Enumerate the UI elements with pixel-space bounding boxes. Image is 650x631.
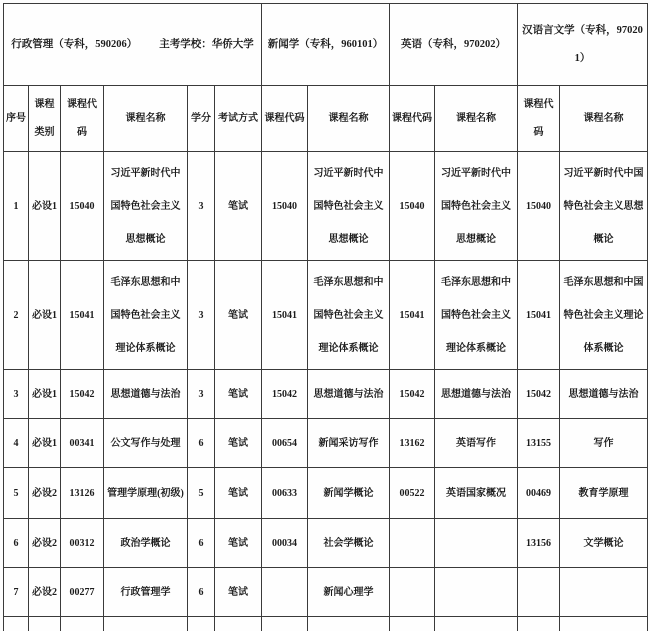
table-cell: 笔试 bbox=[215, 568, 262, 617]
table-cell: 15042 bbox=[518, 370, 560, 419]
table-cell: 写作 bbox=[560, 419, 648, 468]
table-cell: 社会学概论 bbox=[308, 519, 390, 568]
table-cell bbox=[61, 617, 104, 631]
table-cell: 毛泽东思想和中国特色社会主义理论体系概论 bbox=[104, 261, 188, 370]
table-cell: 15040 bbox=[518, 152, 560, 261]
table-row bbox=[4, 419, 648, 468]
column-header-credits: 学分 bbox=[188, 86, 215, 152]
table-cell: 15041 bbox=[390, 261, 435, 370]
table-cell: 必设1 bbox=[29, 370, 61, 419]
table-cell: 00633 bbox=[262, 468, 308, 519]
program-header-row bbox=[4, 4, 648, 86]
table-cell: 13155 bbox=[518, 419, 560, 468]
table-cell: 3 bbox=[4, 370, 29, 419]
table-cell: 15040 bbox=[390, 152, 435, 261]
table-cell: 新闻心理学 bbox=[308, 568, 390, 617]
program-header-chinese-literature bbox=[518, 4, 648, 86]
table-cell: 13162 bbox=[390, 419, 435, 468]
table-cell: 00469 bbox=[518, 468, 560, 519]
table-cell: 5 bbox=[188, 468, 215, 519]
table-cell: 笔试 bbox=[215, 370, 262, 419]
course-table-body bbox=[4, 152, 648, 631]
table-cell bbox=[390, 617, 435, 631]
table-cell bbox=[262, 617, 308, 631]
table-cell: 英语写作 bbox=[435, 419, 518, 468]
column-header-row bbox=[4, 86, 648, 152]
table-cell: 15041 bbox=[61, 261, 104, 370]
table-cell: 行政管理学 bbox=[104, 568, 188, 617]
table-cell bbox=[518, 617, 560, 631]
program-title: 行政管理（专科，590206） bbox=[11, 38, 138, 50]
table-cell: 笔试 bbox=[215, 419, 262, 468]
table-cell: 英语国家概况 bbox=[435, 468, 518, 519]
table-cell bbox=[518, 568, 560, 617]
table-cell: 思想道德与法治 bbox=[104, 370, 188, 419]
table-cell: 15041 bbox=[518, 261, 560, 370]
table-cell bbox=[435, 519, 518, 568]
program-header-admin-management bbox=[4, 4, 262, 86]
table-cell: 必设2 bbox=[29, 468, 61, 519]
table-cell bbox=[390, 568, 435, 617]
table-cell: 习近平新时代中国特色社会主义思想概论 bbox=[435, 152, 518, 261]
table-cell: 1 bbox=[4, 152, 29, 261]
column-header-code-4: 课程代码 bbox=[518, 86, 560, 152]
table-cell: 6 bbox=[188, 519, 215, 568]
table-cell: 教育学原理 bbox=[560, 468, 648, 519]
table-cell: 必设2 bbox=[29, 568, 61, 617]
table-cell: 思想道德与法治 bbox=[560, 370, 648, 419]
program-title: 英语（专科，970202） bbox=[401, 38, 506, 50]
table-cell: 13156 bbox=[518, 519, 560, 568]
table-cell: 6 bbox=[188, 419, 215, 468]
program-title: 汉语言文学（专科，970201） bbox=[522, 24, 643, 64]
table-cell: 笔试 bbox=[215, 261, 262, 370]
table-cell: 15042 bbox=[390, 370, 435, 419]
table-cell bbox=[435, 568, 518, 617]
table-cell: 管理学原理(初级) bbox=[104, 468, 188, 519]
table-cell bbox=[262, 568, 308, 617]
table-row bbox=[4, 152, 648, 261]
table-cell: 毛泽东思想和中国特色社会主义理论体系概论 bbox=[435, 261, 518, 370]
column-header-name-2: 课程名称 bbox=[308, 86, 390, 152]
table-cell: 毛泽东思想和中国特色社会主义理论体系概论 bbox=[308, 261, 390, 370]
table-cell: 13126 bbox=[61, 468, 104, 519]
course-plan-table bbox=[3, 3, 648, 631]
table-cell: 2 bbox=[4, 261, 29, 370]
table-row bbox=[4, 519, 648, 568]
table-cell bbox=[215, 617, 262, 631]
column-header-code-1: 课程代码 bbox=[61, 86, 104, 152]
table-cell: 新闻采访写作 bbox=[308, 419, 390, 468]
column-header-name-4: 课程名称 bbox=[560, 86, 648, 152]
program-header-english bbox=[390, 4, 518, 86]
table-cell bbox=[560, 617, 648, 631]
table-cell: 文学概论 bbox=[560, 519, 648, 568]
column-header-category: 课程类别 bbox=[29, 86, 61, 152]
table-cell: 00341 bbox=[61, 419, 104, 468]
table-cell: 习近平新时代中国特色社会主义思想概论 bbox=[308, 152, 390, 261]
table-cell: 笔试 bbox=[215, 152, 262, 261]
table-cell: 3 bbox=[188, 152, 215, 261]
table-cell: 思想道德与法治 bbox=[435, 370, 518, 419]
table-cell: 00312 bbox=[61, 519, 104, 568]
table-cell: 3 bbox=[188, 370, 215, 419]
table-cell: 必设1 bbox=[29, 261, 61, 370]
column-header-code-2: 课程代码 bbox=[262, 86, 308, 152]
column-header-name-3: 课程名称 bbox=[435, 86, 518, 152]
table-cell: 5 bbox=[4, 468, 29, 519]
table-cell: 习近平新时代中国特色社会主义思想概论 bbox=[104, 152, 188, 261]
table-cell bbox=[188, 617, 215, 631]
table-cell: 00277 bbox=[61, 568, 104, 617]
table-cell: 3 bbox=[188, 261, 215, 370]
table-cell: 7 bbox=[4, 568, 29, 617]
column-header-code-3: 课程代码 bbox=[390, 86, 435, 152]
table-cell bbox=[104, 617, 188, 631]
table-cell: 公文写作与处理 bbox=[104, 419, 188, 468]
table-cell: 4 bbox=[4, 419, 29, 468]
table-cell: 必设1 bbox=[29, 152, 61, 261]
table-cell: 必设1 bbox=[29, 419, 61, 468]
table-cell bbox=[308, 617, 390, 631]
table-cell: 新闻学概论 bbox=[308, 468, 390, 519]
table-cell: 15042 bbox=[61, 370, 104, 419]
table-cell bbox=[435, 617, 518, 631]
table-cell: 00034 bbox=[262, 519, 308, 568]
table-row bbox=[4, 261, 648, 370]
table-cell bbox=[29, 617, 61, 631]
table-cell: 毛泽东思想和中国特色社会主义理论体系概论 bbox=[560, 261, 648, 370]
table-cell: 笔试 bbox=[215, 519, 262, 568]
column-header-seq: 序号 bbox=[4, 86, 29, 152]
table-cell: 政治学概论 bbox=[104, 519, 188, 568]
cutoff-row bbox=[4, 617, 648, 631]
table-cell: 6 bbox=[4, 519, 29, 568]
table-cell: 笔试 bbox=[215, 468, 262, 519]
table-cell: 00522 bbox=[390, 468, 435, 519]
table-row bbox=[4, 568, 648, 617]
program-school: 主考学校：华侨大学 bbox=[159, 38, 254, 50]
program-header-journalism bbox=[262, 4, 390, 86]
table-cell: 习近平新时代中国特色社会主义思想概论 bbox=[560, 152, 648, 261]
table-cell bbox=[4, 617, 29, 631]
table-cell: 15041 bbox=[262, 261, 308, 370]
table-cell bbox=[390, 519, 435, 568]
table-cell: 思想道德与法治 bbox=[308, 370, 390, 419]
column-header-name-1: 课程名称 bbox=[104, 86, 188, 152]
table-cell: 15042 bbox=[262, 370, 308, 419]
column-header-exam-method: 考试方式 bbox=[215, 86, 262, 152]
table-row bbox=[4, 370, 648, 419]
table-cell: 15040 bbox=[262, 152, 308, 261]
table-cell: 15040 bbox=[61, 152, 104, 261]
table-cell: 00654 bbox=[262, 419, 308, 468]
table-cell: 必设2 bbox=[29, 519, 61, 568]
table-cell bbox=[560, 568, 648, 617]
program-title: 新闻学（专科，960101） bbox=[267, 38, 384, 50]
table-row bbox=[4, 468, 648, 519]
table-cell: 6 bbox=[188, 568, 215, 617]
